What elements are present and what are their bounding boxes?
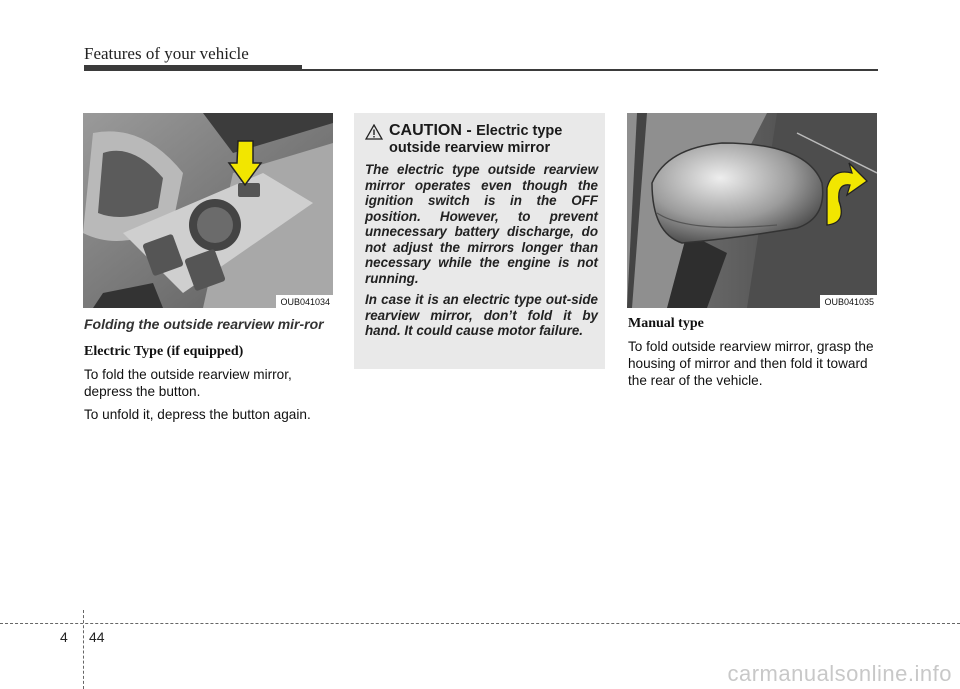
header-rule-thin xyxy=(300,69,878,71)
caution-title-line2: outside rearview mirror xyxy=(389,140,551,156)
header-rule-thick xyxy=(84,65,302,71)
caution-label: CAUTION - xyxy=(389,122,472,139)
footer-divider xyxy=(83,610,84,689)
paragraph: To unfold it, depress the button again. xyxy=(84,407,311,422)
electric-mirror-switch-photo xyxy=(83,113,333,308)
right-column xyxy=(628,316,878,389)
warning-triangle-icon xyxy=(365,124,383,140)
subhead-manual: Manual type xyxy=(628,316,704,331)
caution-title-line1: Electric type xyxy=(476,123,563,139)
caution-paragraph: The electric type outside rearview mirror operates even though the ignition switch is in the OFF position. However, to prevent unnecessary battery discharge, do not adjust the mirrors longer than necessary while the engine is not running. xyxy=(365,162,598,286)
page-header-title: Features of your vehicle xyxy=(84,44,249,63)
subhead-electric: Electric Type (if equipped) xyxy=(84,344,244,359)
page-number: 44 xyxy=(89,629,105,645)
watermark: carmanualsonline.info xyxy=(727,661,952,686)
paragraph: To fold the outside rearview mirror, depress the button. xyxy=(84,367,292,399)
caution-paragraph: In case it is an electric type out-side rearview mirror, don’t fold it by hand. It could cause motor failure. xyxy=(365,292,598,338)
caution-title xyxy=(365,122,598,156)
manual-mirror-photo xyxy=(627,113,877,308)
image-code: OUB041035 xyxy=(820,295,877,308)
section-title: Folding the outside rearview mir-ror xyxy=(84,316,324,332)
footer-rule xyxy=(0,623,960,624)
paragraph: To fold outside rearview mirror, grasp the housing of mirror and then fold it toward the rear of the vehicle. xyxy=(628,339,874,388)
caution-box xyxy=(354,113,605,369)
left-column xyxy=(84,316,334,423)
image-code: OUB041034 xyxy=(276,295,333,308)
section-number: 4 xyxy=(60,629,68,645)
